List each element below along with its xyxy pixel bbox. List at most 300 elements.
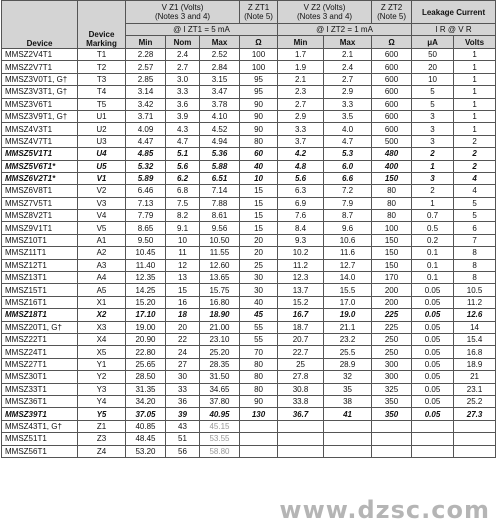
cell-marking: X3	[78, 321, 126, 333]
cell-device: MMSZ43T1, G†	[2, 420, 78, 432]
table-row	[2, 172, 496, 184]
cell-vz2-max: 11.6	[324, 247, 372, 259]
table-row	[2, 284, 496, 296]
cell-device: MMSZ30T1	[2, 371, 78, 383]
cell-zzt2: 100	[372, 222, 412, 234]
cell-vz2-min: 30.8	[278, 383, 324, 395]
cell-vz1-min: 3.71	[126, 110, 166, 122]
cell-vz2-max: 23.2	[324, 333, 372, 345]
cell-marking: Z4	[78, 445, 126, 457]
cell-zzt2	[372, 445, 412, 457]
cell-vr: 1	[454, 98, 496, 110]
cell-ir: 0.05	[412, 309, 454, 321]
cell-ir: 0.05	[412, 333, 454, 345]
cell-device: MMSZ33T1	[2, 383, 78, 395]
table-row	[2, 309, 496, 321]
cell-vz1-max: 9.56	[200, 222, 240, 234]
cell-vz2-min: 16.7	[278, 309, 324, 321]
cell-vz1-nom: 3.6	[166, 98, 200, 110]
cell-zzt1: 130	[240, 408, 278, 420]
cell-vr: 1	[454, 86, 496, 98]
cell-vz2-min: 18.7	[278, 321, 324, 333]
cell-zzt2: 150	[372, 172, 412, 184]
zener-spec-table	[1, 0, 496, 458]
cell-vr: 16.8	[454, 346, 496, 358]
cell-vr: 10.5	[454, 284, 496, 296]
cell-vz2-max: 3.5	[324, 110, 372, 122]
cell-zzt1: 15	[240, 185, 278, 197]
table-row	[2, 123, 496, 135]
cell-vz2-max: 2.4	[324, 61, 372, 73]
cell-vz1-min: 19.00	[126, 321, 166, 333]
table-row	[2, 346, 496, 358]
table-row	[2, 371, 496, 383]
cell-zzt2: 200	[372, 296, 412, 308]
cell-vz2-min: 25	[278, 358, 324, 370]
ir-vr-condition: I R @ V R	[412, 24, 496, 36]
cell-vz2-min: 6.3	[278, 185, 324, 197]
cell-vz1-max: 58.80	[200, 445, 240, 457]
cell-vr: 14	[454, 321, 496, 333]
watermark: www.dzsc.com	[279, 496, 490, 524]
cell-vz2-min: 7.6	[278, 210, 324, 222]
cell-vz1-max: 2.52	[200, 49, 240, 61]
cell-vz2-min: 11.2	[278, 259, 324, 271]
cell-vz2-max: 6.0	[324, 160, 372, 172]
cell-vz1-max: 28.35	[200, 358, 240, 370]
cell-vr: 12.6	[454, 309, 496, 321]
cell-zzt2: 150	[372, 247, 412, 259]
cell-ir	[412, 420, 454, 432]
cell-vz2-max: 4.7	[324, 135, 372, 147]
cell-ir: 5	[412, 86, 454, 98]
cell-marking: A4	[78, 272, 126, 284]
cell-zzt2: 600	[372, 98, 412, 110]
cell-vz2-min: 10.2	[278, 247, 324, 259]
vr-unit-header: Volts	[454, 36, 496, 49]
table-row	[2, 49, 496, 61]
cell-vz1-nom: 27	[166, 358, 200, 370]
cell-vz1-min: 7.79	[126, 210, 166, 222]
table-row	[2, 61, 496, 73]
cell-device: MMSZ6V8T1	[2, 185, 78, 197]
cell-ir: 0.05	[412, 358, 454, 370]
table-row	[2, 210, 496, 222]
cell-vz1-min: 15.20	[126, 296, 166, 308]
cell-device: MMSZ12T1	[2, 259, 78, 271]
cell-vz2-max	[324, 420, 372, 432]
cell-device: MMSZ3V3T1, G†	[2, 86, 78, 98]
cell-vz2-min	[278, 445, 324, 457]
cell-vz1-nom: 18	[166, 309, 200, 321]
cell-vz2-max: 38	[324, 395, 372, 407]
cell-vz1-nom: 12	[166, 259, 200, 271]
cell-vz1-min: 40.85	[126, 420, 166, 432]
cell-vz2-min: 2.3	[278, 86, 324, 98]
vz1-min-header: Min	[126, 36, 166, 49]
cell-device: MMSZ39T1	[2, 408, 78, 420]
table-row	[2, 98, 496, 110]
table-row	[2, 185, 496, 197]
cell-vz2-max: 2.1	[324, 49, 372, 61]
cell-vz1-nom: 8.2	[166, 210, 200, 222]
cell-vz1-min: 5.32	[126, 160, 166, 172]
cell-device: MMSZ15T1	[2, 284, 78, 296]
cell-zzt1: 90	[240, 395, 278, 407]
cell-vz2-max: 4.0	[324, 123, 372, 135]
cell-vz1-nom: 2.4	[166, 49, 200, 61]
cell-vz1-nom: 7.5	[166, 197, 200, 209]
cell-vz1-nom: 3.9	[166, 110, 200, 122]
cell-vz2-min: 5.6	[278, 172, 324, 184]
vz1-header: V Z1 (Volts) (Notes 3 and 4)	[126, 1, 240, 24]
cell-ir: 0.1	[412, 247, 454, 259]
cell-zzt1: 95	[240, 86, 278, 98]
cell-marking: V2	[78, 185, 126, 197]
cell-vz1-max: 7.14	[200, 185, 240, 197]
cell-marking: A1	[78, 234, 126, 246]
cell-vz1-min: 4.85	[126, 148, 166, 160]
cell-ir: 0.2	[412, 234, 454, 246]
table-row	[2, 383, 496, 395]
cell-vz1-max: 2.84	[200, 61, 240, 73]
cell-ir: 0.05	[412, 296, 454, 308]
cell-ir	[412, 433, 454, 445]
cell-vz1-nom: 3.0	[166, 73, 200, 85]
table-row	[2, 408, 496, 420]
cell-zzt2: 250	[372, 346, 412, 358]
cell-device: MMSZ11T1	[2, 247, 78, 259]
cell-marking: Y5	[78, 408, 126, 420]
cell-device: MMSZ2V4T1	[2, 49, 78, 61]
cell-marking: V4	[78, 210, 126, 222]
cell-vz2-max: 32	[324, 371, 372, 383]
cell-device: MMSZ56T1	[2, 445, 78, 457]
cell-vz1-max: 31.50	[200, 371, 240, 383]
cell-zzt1: 15	[240, 210, 278, 222]
cell-vz2-max: 3.3	[324, 98, 372, 110]
cell-vr	[454, 445, 496, 457]
vz2-header: V Z2 (Volts) (Notes 3 and 4)	[278, 1, 372, 24]
table-row	[2, 86, 496, 98]
cell-vr: 6	[454, 222, 496, 234]
cell-vz1-min: 48.45	[126, 433, 166, 445]
cell-vz2-min: 27.8	[278, 371, 324, 383]
cell-zzt1: 90	[240, 123, 278, 135]
cell-ir: 0.05	[412, 383, 454, 395]
cell-vz1-min: 4.09	[126, 123, 166, 135]
zzt1-header: Z ZT1 (Note 5)	[240, 1, 278, 24]
cell-ir: 2	[412, 185, 454, 197]
cell-zzt1: 90	[240, 98, 278, 110]
cell-vz2-max: 35	[324, 383, 372, 395]
cell-zzt2: 200	[372, 284, 412, 296]
cell-vz1-min: 3.14	[126, 86, 166, 98]
cell-vr: 11.2	[454, 296, 496, 308]
cell-vz2-max: 14.0	[324, 272, 372, 284]
cell-device: MMSZ13T1	[2, 272, 78, 284]
cell-vr: 5	[454, 210, 496, 222]
cell-vz1-nom: 33	[166, 383, 200, 395]
cell-vz1-min: 7.13	[126, 197, 166, 209]
cell-vz1-min: 53.20	[126, 445, 166, 457]
cell-zzt1: 30	[240, 284, 278, 296]
cell-vz2-max: 2.9	[324, 86, 372, 98]
cell-vz1-nom: 36	[166, 395, 200, 407]
cell-zzt1: 60	[240, 148, 278, 160]
cell-device: MMSZ4V3T1	[2, 123, 78, 135]
cell-vz1-max: 5.88	[200, 160, 240, 172]
cell-marking: V5	[78, 222, 126, 234]
cell-ir: 0.05	[412, 284, 454, 296]
cell-vz1-max: 53.55	[200, 433, 240, 445]
cell-vz2-min: 3.3	[278, 123, 324, 135]
cell-vz1-min: 10.45	[126, 247, 166, 259]
cell-vz2-max: 2.7	[324, 73, 372, 85]
cell-vz1-max: 3.15	[200, 73, 240, 85]
cell-zzt2	[372, 433, 412, 445]
cell-vz1-min: 17.10	[126, 309, 166, 321]
cell-zzt2: 350	[372, 395, 412, 407]
cell-marking: A3	[78, 259, 126, 271]
cell-ir: 0.5	[412, 222, 454, 234]
cell-vz1-max: 4.10	[200, 110, 240, 122]
cell-device: MMSZ3V6T1	[2, 98, 78, 110]
cell-vz1-nom: 4.3	[166, 123, 200, 135]
cell-device: MMSZ36T1	[2, 395, 78, 407]
cell-vz2-min: 22.7	[278, 346, 324, 358]
cell-vr: 15.4	[454, 333, 496, 345]
table-row	[2, 110, 496, 122]
leakage-header: Leakage Current	[412, 1, 496, 24]
cell-vz2-max: 25.5	[324, 346, 372, 358]
cell-vz1-max: 6.51	[200, 172, 240, 184]
table-row	[2, 148, 496, 160]
cell-vr: 1	[454, 49, 496, 61]
cell-zzt1: 45	[240, 309, 278, 321]
cell-marking: T2	[78, 61, 126, 73]
cell-vz2-max	[324, 433, 372, 445]
ir-unit-header: μA	[412, 36, 454, 49]
cell-ir: 3	[412, 172, 454, 184]
cell-vr: 1	[454, 61, 496, 73]
cell-vr: 1	[454, 110, 496, 122]
vz2-min-header: Min	[278, 36, 324, 49]
cell-vz1-max: 12.60	[200, 259, 240, 271]
table-row	[2, 445, 496, 457]
zzt2-header: Z ZT2 (Note 5)	[372, 1, 412, 24]
cell-device: MMSZ24T1	[2, 346, 78, 358]
cell-vz2-min: 1.7	[278, 49, 324, 61]
cell-zzt2: 600	[372, 86, 412, 98]
cell-marking: Y4	[78, 395, 126, 407]
cell-vz1-nom: 51	[166, 433, 200, 445]
cell-vz1-max: 7.88	[200, 197, 240, 209]
cell-vz1-max: 16.80	[200, 296, 240, 308]
cell-vz1-max: 10.50	[200, 234, 240, 246]
cell-vz1-max: 5.36	[200, 148, 240, 160]
cell-vz1-nom: 20	[166, 321, 200, 333]
zzt1-unit-header: Ω	[240, 36, 278, 49]
cell-vz2-max: 28.9	[324, 358, 372, 370]
izt2-condition: @ I ZT2 = 1 mA	[278, 24, 412, 36]
cell-vz1-min: 2.28	[126, 49, 166, 61]
cell-device: MMSZ27T1	[2, 358, 78, 370]
cell-vr: 5	[454, 197, 496, 209]
izt1-condition: @ I ZT1 = 5 mA	[126, 24, 278, 36]
cell-device: MMSZ20T1, G†	[2, 321, 78, 333]
cell-device: MMSZ8V2T1	[2, 210, 78, 222]
cell-vz2-min: 3.7	[278, 135, 324, 147]
cell-vz2-max: 5.3	[324, 148, 372, 160]
cell-vz1-nom: 5.6	[166, 160, 200, 172]
cell-marking: T1	[78, 49, 126, 61]
cell-zzt1: 15	[240, 222, 278, 234]
cell-zzt1: 40	[240, 160, 278, 172]
table-row	[2, 333, 496, 345]
cell-ir: 50	[412, 49, 454, 61]
cell-device: MMSZ3V0T1, G†	[2, 73, 78, 85]
cell-vz1-max: 23.10	[200, 333, 240, 345]
cell-vz1-nom: 22	[166, 333, 200, 345]
cell-marking: T4	[78, 86, 126, 98]
cell-vr: 7	[454, 234, 496, 246]
cell-vz1-nom: 30	[166, 371, 200, 383]
cell-vz2-min: 8.4	[278, 222, 324, 234]
cell-vz1-min: 37.05	[126, 408, 166, 420]
table-row	[2, 160, 496, 172]
cell-marking: Z1	[78, 420, 126, 432]
cell-vz1-max: 8.61	[200, 210, 240, 222]
cell-zzt1: 25	[240, 259, 278, 271]
cell-zzt1: 30	[240, 272, 278, 284]
cell-vz1-min: 11.40	[126, 259, 166, 271]
cell-vz1-nom: 2.7	[166, 61, 200, 73]
cell-marking: U4	[78, 148, 126, 160]
cell-vr: 8	[454, 247, 496, 259]
table-row	[2, 420, 496, 432]
cell-vz1-min: 3.42	[126, 98, 166, 110]
cell-vz2-max: 17.0	[324, 296, 372, 308]
table-row	[2, 247, 496, 259]
cell-ir: 1	[412, 160, 454, 172]
cell-marking: X2	[78, 309, 126, 321]
cell-ir: 3	[412, 123, 454, 135]
cell-vz1-min: 5.89	[126, 172, 166, 184]
cell-vr: 8	[454, 259, 496, 271]
cell-vz1-max: 11.55	[200, 247, 240, 259]
cell-vr: 23.1	[454, 383, 496, 395]
table-row	[2, 272, 496, 284]
cell-vz1-nom: 24	[166, 346, 200, 358]
cell-vz2-max: 10.6	[324, 234, 372, 246]
cell-zzt2: 500	[372, 135, 412, 147]
cell-zzt2: 600	[372, 49, 412, 61]
cell-vr: 4	[454, 185, 496, 197]
cell-vz1-nom: 11	[166, 247, 200, 259]
cell-device: MMSZ22T1	[2, 333, 78, 345]
table-row	[2, 73, 496, 85]
cell-vz1-max: 40.95	[200, 408, 240, 420]
cell-zzt2: 80	[372, 210, 412, 222]
cell-vz2-min: 2.9	[278, 110, 324, 122]
device-header: Device	[2, 1, 78, 49]
cell-zzt1	[240, 420, 278, 432]
cell-vz2-min	[278, 433, 324, 445]
cell-vz1-nom: 16	[166, 296, 200, 308]
cell-vz1-min: 25.65	[126, 358, 166, 370]
cell-zzt1: 100	[240, 49, 278, 61]
cell-marking: Y1	[78, 358, 126, 370]
cell-marking: Z3	[78, 433, 126, 445]
cell-zzt2: 400	[372, 160, 412, 172]
cell-zzt1	[240, 433, 278, 445]
cell-zzt1: 95	[240, 73, 278, 85]
cell-vz1-max: 21.00	[200, 321, 240, 333]
cell-vz1-min: 22.80	[126, 346, 166, 358]
cell-vz1-nom: 6.2	[166, 172, 200, 184]
cell-marking: V1	[78, 172, 126, 184]
cell-vz2-min: 15.2	[278, 296, 324, 308]
cell-vz1-max: 3.78	[200, 98, 240, 110]
cell-zzt2: 225	[372, 309, 412, 321]
cell-vz1-max: 3.47	[200, 86, 240, 98]
cell-ir: 0.05	[412, 371, 454, 383]
cell-marking: U2	[78, 123, 126, 135]
cell-device: MMSZ5V6T1*	[2, 160, 78, 172]
table-row	[2, 321, 496, 333]
cell-device: MMSZ6V2T1*	[2, 172, 78, 184]
cell-vr: 2	[454, 160, 496, 172]
cell-zzt1: 55	[240, 333, 278, 345]
cell-vz1-min: 2.85	[126, 73, 166, 85]
cell-vr: 2	[454, 135, 496, 147]
cell-vz1-min: 6.46	[126, 185, 166, 197]
cell-vz1-max: 4.94	[200, 135, 240, 147]
cell-ir: 5	[412, 98, 454, 110]
cell-vz2-max: 12.7	[324, 259, 372, 271]
cell-zzt1: 55	[240, 321, 278, 333]
cell-vz2-min: 20.7	[278, 333, 324, 345]
cell-zzt1: 80	[240, 358, 278, 370]
cell-device: MMSZ2V7T1	[2, 61, 78, 73]
cell-ir: 20	[412, 61, 454, 73]
cell-vr: 21	[454, 371, 496, 383]
cell-ir: 3	[412, 135, 454, 147]
cell-marking: X1	[78, 296, 126, 308]
cell-vz1-min: 31.35	[126, 383, 166, 395]
cell-vz2-min: 1.9	[278, 61, 324, 73]
cell-zzt2: 600	[372, 61, 412, 73]
cell-zzt2: 170	[372, 272, 412, 284]
cell-vz1-nom: 15	[166, 284, 200, 296]
cell-vr: 27.3	[454, 408, 496, 420]
cell-marking: T3	[78, 73, 126, 85]
cell-vz2-min: 2.7	[278, 98, 324, 110]
cell-vr: 8	[454, 272, 496, 284]
cell-vz1-max: 25.20	[200, 346, 240, 358]
cell-vz2-min	[278, 420, 324, 432]
cell-zzt1: 80	[240, 371, 278, 383]
cell-vz2-min: 12.3	[278, 272, 324, 284]
cell-zzt1: 15	[240, 197, 278, 209]
cell-vz1-min: 2.57	[126, 61, 166, 73]
cell-device: MMSZ9V1T1	[2, 222, 78, 234]
cell-vz2-max: 8.7	[324, 210, 372, 222]
cell-marking: U5	[78, 160, 126, 172]
cell-vz2-min: 13.7	[278, 284, 324, 296]
cell-vz2-min: 6.9	[278, 197, 324, 209]
